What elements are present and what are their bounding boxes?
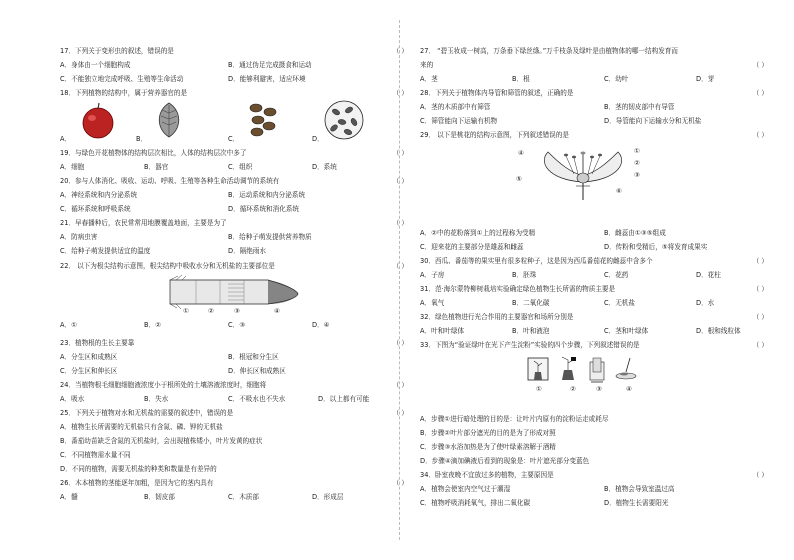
q31-option-b: B．二氧化碳 — [512, 299, 550, 307]
apple-image — [80, 101, 116, 141]
q17-option-c: C．不能独立地完成呼吸、生殖等生命活动 — [60, 75, 184, 83]
q30-option-b: B．胚珠 — [512, 271, 537, 279]
seeds-image — [246, 100, 280, 138]
q19-option-b: B．器官 — [144, 163, 169, 171]
q24-option-c: C．不吸水也不失水 — [228, 395, 286, 403]
flower-label-1: ① — [634, 147, 640, 155]
q20-option-c: C．循环系统和呼吸系统 — [60, 205, 131, 213]
question-18: 18．下列植物的结构中，属于营养器官的是 （ ） — [60, 89, 408, 97]
q33-option-a: A．步骤①进行暗处理的目的是：让叶片内原有的淀粉运走或耗尽 — [420, 415, 609, 423]
q21-option-c: C．给种子萌发提供适宜的温度 — [60, 247, 151, 255]
question-27: 27． “碧玉妆成一树高，万条垂下绿丝绦。”万千枝条及绿叶是由植物体的哪一结构发育而 — [420, 47, 678, 55]
q29-option-d: D．传粉和受精后，⑤将发育成果实 — [604, 243, 708, 251]
exp-label-2: ② — [570, 385, 576, 393]
question-32: 32．绿色植物进行光合作用的主要器官和场所分别是 （ ） — [420, 313, 768, 321]
q25-option-a: A．植物生长所需要的无机盐只有含氮、磷、钾的无机盐 — [60, 423, 223, 431]
q30-option-a: A．子房 — [420, 271, 445, 279]
q33-option-d: D．步骤④滴加碘液后看到的现象是：叶片遮光部分变蓝色 — [420, 457, 590, 465]
q22-option-d: D．④ — [312, 321, 330, 329]
q24-option-b: B．失水 — [144, 395, 169, 403]
q27-option-a: A．茎 — [420, 75, 438, 83]
q34-option-b: B．植物会导致室温过高 — [604, 485, 675, 493]
question-20: 20．参与人体消化、吸收、运动、呼吸、生殖等各种生命活动调节的系统有 （ ） — [60, 177, 408, 185]
q33-option-b: B．步骤②叶片部分遮光的目的是为了形成对照 — [420, 429, 556, 437]
q28-option-b: B．茎的韧皮部中有导管 — [604, 103, 675, 111]
q23-option-d: D．伸长区和成熟区 — [228, 367, 286, 375]
flower-label-3: ③ — [634, 171, 640, 179]
question-25: 25．下列关于植物对水和无机盐的需要的叙述中，错误的是 （ ） — [60, 409, 408, 417]
column-divider — [399, 20, 400, 540]
question-17: 17．下列关于变形虫的叙述，错误的是 （ ） — [60, 47, 408, 55]
root-label-3: ③ — [234, 307, 240, 315]
q21-option-a: A．防病虫害 — [60, 233, 98, 241]
q32-option-d: D．根和线粒体 — [696, 327, 741, 335]
q34-option-d: D．植物生长需要阳光 — [604, 499, 669, 507]
exp-label-3: ③ — [596, 385, 602, 393]
q25-option-d: D．不同的植物，需要无机盐的种类和数量是有差异的 — [60, 465, 217, 473]
q26-option-c: C．木质部 — [228, 493, 259, 501]
q30-option-c: C．花药 — [604, 271, 629, 279]
q23-option-a: A．分生区和成熟区 — [60, 353, 118, 361]
q28-option-a: A．茎的木质部中有筛管 — [420, 103, 491, 111]
question-19: 19．与绿色开花植物体的结构层次相比，人体的结构层次中多了 （ ） — [60, 149, 408, 157]
q27-option-b: B．根 — [512, 75, 530, 83]
q34-option-a: A．植物会使室内空气过于潮湿 — [420, 485, 511, 493]
q19-option-c: C．组织 — [228, 163, 253, 171]
q32-option-c: C．茎和叶绿体 — [604, 327, 649, 335]
q29-option-b: B．雌蕊由①③⑤组成 — [604, 229, 666, 237]
question-24: 24．当植物根毛细胞细胞液浓度小于根所处的土壤溶液浓度时，细胞将 （ ） — [60, 381, 408, 389]
q21-option-b: B．给种子萌发提供营养物质 — [228, 233, 312, 241]
question-28: 28．下列关于植物体内导管和筛管的叙述，正确的是 （ ） — [420, 89, 768, 97]
q22-option-b: B．② — [144, 321, 162, 329]
flower-label-5: ⑤ — [516, 175, 522, 183]
question-23: 23．植物根的生长主要靠 （ ） — [60, 339, 408, 347]
q28-option-d: D．导管能向下运输水分和无机盐 — [604, 117, 702, 125]
root-label-4: ④ — [274, 307, 280, 315]
flower-label-4: ④ — [518, 149, 524, 157]
q25-option-c: C．不同植物需水量不同 — [60, 451, 131, 459]
q22-option-a: A．① — [60, 321, 78, 329]
q24-option-a: A．吸水 — [60, 395, 85, 403]
q20-option-d: D．循环系统和消化系统 — [228, 205, 300, 213]
q29-option-c: C．迎来花的主要部分是雄蕊和雌蕊 — [420, 243, 524, 251]
exp-label-4: ④ — [626, 385, 632, 393]
cells-image — [324, 100, 364, 140]
question-22: 22． 以下为根尖结构示意图，根尖结构中吸收水分和无机盐的主要部位是 （ ） — [60, 262, 408, 270]
flower-label-6: ⑥ — [616, 187, 622, 195]
question-34: 34．卧室夜晚不宜放过多的植物，主要原因是 （ ） — [420, 471, 768, 479]
q23-option-c: C．分生区和伸长区 — [60, 367, 118, 375]
q17-option-d: D．能够利避害，适应环境 — [228, 75, 306, 83]
q21-option-d: D．隔绝雨水 — [228, 247, 267, 255]
q23-option-b: B．根冠和分生区 — [228, 353, 279, 361]
question-27-cont: 来的 （ ） — [420, 61, 768, 69]
starch-experiment-diagram — [526, 354, 646, 388]
question-26: 26．木本植物的茎能逐年加粗，是因为它的茎内具有 （ ） — [60, 479, 408, 487]
q26-option-a: A．髓 — [60, 493, 78, 501]
flower-label-2: ② — [634, 159, 640, 167]
question-31: 31．范·海尔蒙特柳树栽培实验确定绿色植物生长所需的物质主要是 （ ） — [420, 285, 768, 293]
q32-option-b: B．叶和液泡 — [512, 327, 550, 335]
question-21: 21．早春播种后，农民常常用地膜覆盖地面，主要是为了 （ ） — [60, 219, 408, 227]
q19-option-d: D．系统 — [312, 163, 337, 171]
root-label-1: ① — [183, 307, 189, 315]
q30-option-d: D．花柱 — [696, 271, 721, 279]
q29-option-a: A．②中的花粉落到①上的过程称为受精 — [420, 229, 536, 237]
q20-option-b: B．运动系统和内分泌系统 — [228, 191, 306, 199]
root-label-2: ② — [208, 307, 214, 315]
q18-option-c: C． — [228, 135, 240, 143]
q18-option-d: D． — [312, 135, 324, 143]
q17-option-a: A．身体由一个细胞构成 — [60, 61, 131, 69]
q27-option-d: D．芽 — [696, 75, 715, 83]
q19-option-a: A．细胞 — [60, 163, 85, 171]
q17-option-b: B．通过伪足完成摄食和运动 — [228, 61, 312, 69]
q32-option-a: A．叶和叶绿体 — [420, 327, 465, 335]
q25-option-b: B．番茄幼苗缺乏含氮的无机盐时，会出现植株矮小，叶片发黄的症状 — [60, 437, 263, 445]
q18-option-b: B． — [136, 135, 148, 143]
q27-option-c: C．幼叶 — [604, 75, 629, 83]
q26-option-d: D．形成层 — [312, 493, 344, 501]
q31-option-a: A．氧气 — [420, 299, 445, 307]
q31-option-d: D．水 — [696, 299, 715, 307]
q34-option-c: C．植物呼吸消耗氧气，排出二氧化碳 — [420, 499, 531, 507]
q28-option-c: C．筛管能向下运输有机物 — [420, 117, 498, 125]
q26-option-b: B．韧皮部 — [144, 493, 175, 501]
q22-option-c: C．③ — [228, 321, 246, 329]
question-30: 30．西瓜、番茄等的果实里有很多粒种子，这是因为西瓜番茄花的雌蕊中含多个 （ ） — [420, 257, 768, 265]
question-29: 29． 以下是桃花的结构示意图，下列叙述错误的是 （ ） — [420, 131, 768, 139]
leaf-image — [152, 101, 186, 139]
q18-option-a: A． — [60, 135, 72, 143]
q33-option-c: C．步骤③水浴加热是为了使叶绿素溶解于酒精 — [420, 443, 556, 451]
question-33: 33．下图为“验证绿叶在光下产生淀粉”实验的四个步骤，下列叙述错误的是 （ ） — [420, 341, 768, 349]
q24-option-d: D．以上都有可能 — [318, 395, 370, 403]
q20-option-a: A．神经系统和内分泌系统 — [60, 191, 138, 199]
exp-label-1: ① — [536, 385, 542, 393]
q31-option-c: C．无机盐 — [604, 299, 635, 307]
